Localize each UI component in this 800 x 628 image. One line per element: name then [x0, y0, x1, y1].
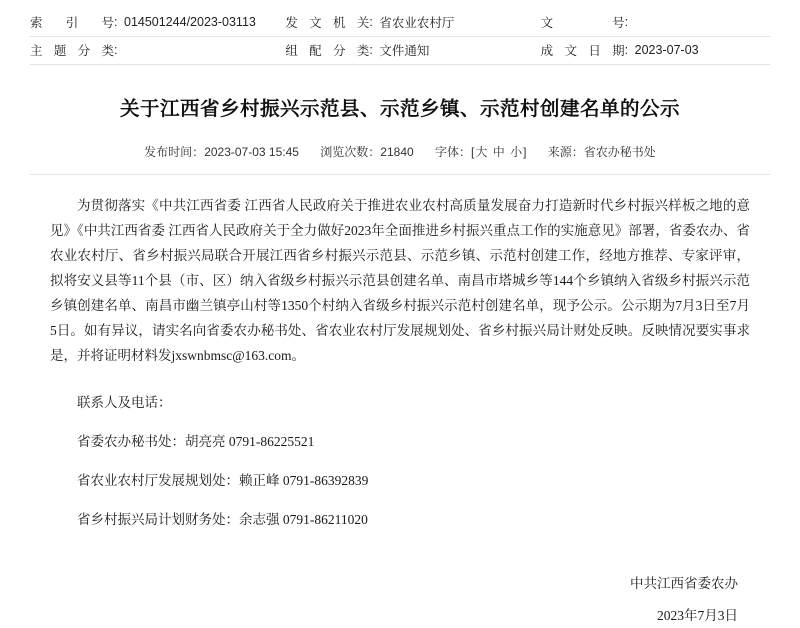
meta-colon: :: [625, 8, 635, 36]
meta-value-issuer: 省农业农村厅: [379, 8, 514, 36]
list-item: 省乡村振兴局计划财务处：余志强 0791-86211020: [77, 511, 368, 527]
meta-label-category: 组配分类: [285, 36, 369, 64]
list-item: 省委农办秘书处：胡亮亮 0791-86225521: [77, 433, 315, 449]
meta-label-date: 成文日期: [541, 36, 625, 64]
body-paragraph: 为贯彻落实《中共江西省委 江西省人民政府关于推进农业农村高质量发展奋力打造新时代乡村振兴样板之地的意见》《中共江西省委 江西省人民政府关于全力做好2023年全面推进乡村振兴重点工作的实施意见》部署，省委农办、省农业农村厅、省乡村振兴局联合开展江西省乡村振兴示范县、示范乡镇、示范村创建工作，经地方推荐、专家评审，拟将安义县等11个县（市、区）纳入省级乡村振兴示范县创建名单、南昌市塔城乡等144个乡镇纳入省级乡村振兴示范乡镇创建名单、南昌市幽兰镇亭山村等1350个村纳入省级乡村振兴示范村创建名单，现予公示。公示期为7月3日至7月5日。如有异议，请实名向省委农办秘书处、省农业农村厅发展规划处、省乡村振兴局计财处反映。反映情况要实事求是，并将证明材料发jxswnbmsc@163.com。: [50, 197, 750, 363]
meta-spacer: [515, 36, 541, 64]
meta-spacer: [259, 8, 285, 36]
view-count: [320, 145, 413, 159]
meta-value-index: 014501244/2023-03113: [124, 8, 259, 36]
publish-time-label: 发布时间：: [144, 144, 205, 159]
meta-spacer: [259, 36, 285, 64]
font-size-label: 字体：[: [435, 144, 475, 159]
document-body: [50, 175, 750, 628]
metadata-table: [30, 8, 770, 65]
signature-block: [50, 572, 750, 628]
font-size-suffix: ]: [523, 144, 527, 159]
source-info: [548, 145, 656, 159]
meta-label-index: 索 引 号: [30, 8, 114, 36]
signature-date: 2023年7月3日: [657, 607, 738, 623]
publish-time: [144, 145, 299, 159]
meta-value-category: 文件通知: [379, 36, 514, 64]
meta-spacer: [515, 8, 541, 36]
list-item: 省农业农村厅发展规划处：赖正峰 0791-86392839: [77, 472, 369, 488]
publish-time-value: 2023-07-03 15:45: [204, 144, 299, 159]
signature-organization: 中共江西省委农办: [630, 575, 738, 591]
font-size-large-button[interactable]: 大: [475, 144, 488, 159]
table-row: [30, 8, 770, 36]
font-size-medium-button[interactable]: 中: [492, 144, 505, 159]
meta-value-docnumber: [635, 8, 770, 36]
meta-label-topic: 主题分类: [30, 36, 114, 64]
font-size-controls: [435, 145, 526, 159]
view-count-label: 浏览次数：: [320, 144, 381, 159]
meta-label-issuer: 发文机关: [285, 8, 369, 36]
meta-colon: :: [369, 8, 379, 36]
meta-colon: :: [114, 36, 124, 64]
meta-label-docnumber: 文 号: [541, 8, 625, 36]
source-label: 来源：: [547, 144, 584, 159]
meta-colon: :: [369, 36, 379, 64]
table-row: [30, 36, 770, 64]
source-value: 省农办秘书处: [583, 144, 656, 159]
page-title: 关于江西省乡村振兴示范县、示范乡镇、示范村创建名单的公示: [119, 97, 680, 120]
view-count-value: 21840: [380, 144, 414, 159]
meta-value-date: 2023-07-03: [635, 36, 770, 64]
contact-heading: 联系人及电话：: [77, 394, 172, 410]
document-subinfo: [30, 143, 770, 160]
meta-colon: :: [114, 8, 124, 36]
meta-colon: :: [625, 36, 635, 64]
meta-value-topic: [124, 36, 259, 64]
font-size-small-button[interactable]: 小: [510, 144, 523, 159]
